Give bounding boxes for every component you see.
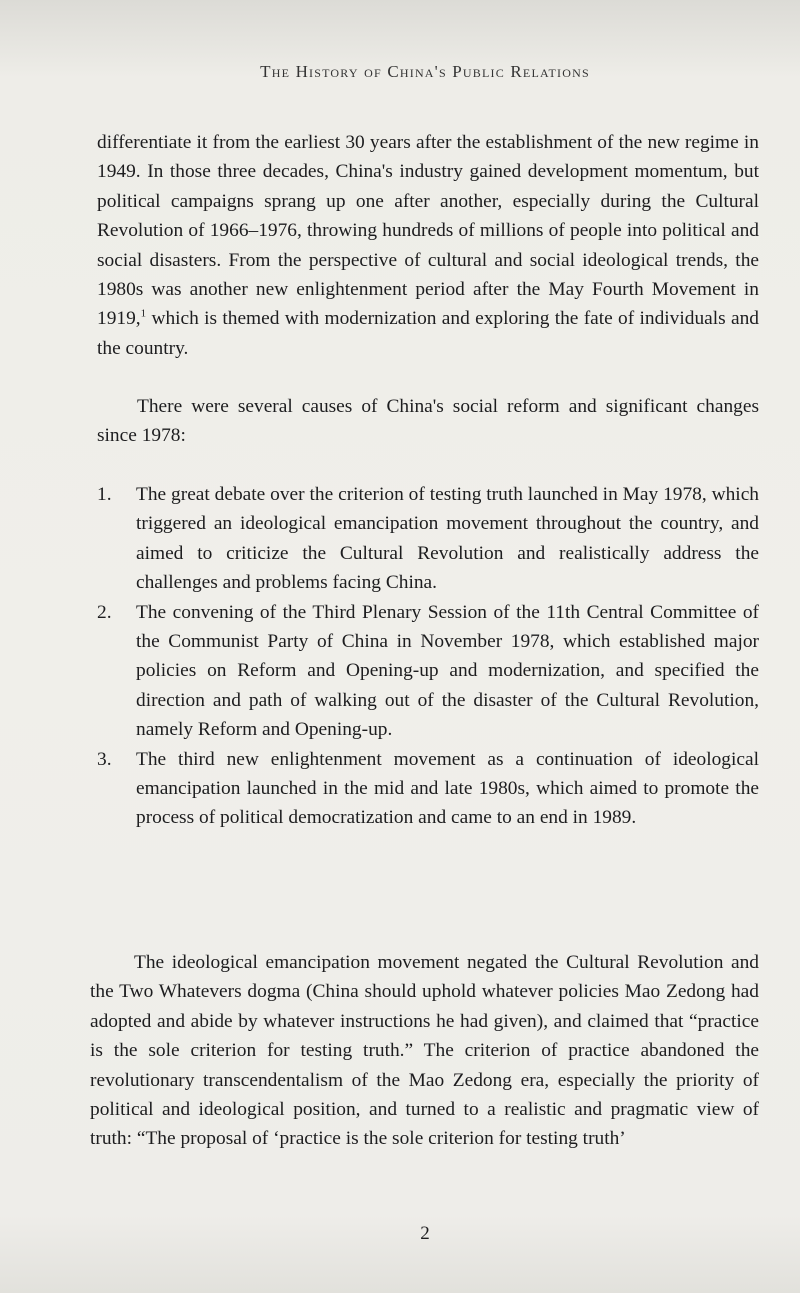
list-item-text: The third new enlightenment movement as a continuation of ideological emancipation launched in the mid and late 1980s, which aimed to promote the process of political democratization and came to an end in 1989. [136, 748, 759, 829]
paragraph-1-text: differentiate it from the earliest 30 years after the establishment of the new regime in 1949. In those three decades, China's industry gained development momentum, but political campaigns sprang up one after another, especially during the Cultural Revolution of 1966–1976, throwing hundreds of millions of people into political and social disasters. From the perspective of cultural and social ideological trends, the 1980s was another new enlightenment period after the May Fourth Movement in 1919, [97, 132, 759, 330]
list-item-text: The convening of the Third Plenary Session of the 11th Central Committee of the Communist Party of China in November 1978, which established major policies on Reform and Opening-up and modernization, and specified the direction and path of walking out of the disaster of the Cultural Revolution, namely Reform and Opening-up. [136, 601, 759, 741]
page-number: 2 [420, 1223, 430, 1244]
numbered-list [97, 480, 759, 833]
list-item-number: 2. [97, 601, 112, 623]
list-item [97, 745, 759, 833]
list-item-number: 1. [97, 484, 112, 505]
paragraph-1-text-continued: which is themed with modernization and exploring the fate of individuals and the country. [97, 308, 759, 359]
running-head: The History of China's Public Relations [260, 62, 590, 81]
paragraph-2: There were several causes of China's social reform and significant changes since 1978: [97, 396, 759, 447]
paragraph-3: The ideological emancipation movement negated the Cultural Revolution and the Two Whatevers dogma (China should uphold whatever policies Mao Zedong had adopted and abide by whatever instructions he had given), and claimed that “practice is the sole criterion for testing truth.” The criterion of practice abandoned the revolutionary transcendentalism of the Mao Zedong era, especially the priority of political and ideological position, and turned to a realistic and pragmatic view of truth: “The proposal of ‘practice is the sole criterion for testing truth’ [90, 952, 759, 1150]
footnote-marker: 1 [140, 307, 147, 320]
paragraph-1 [97, 128, 759, 363]
list-item-text: The great debate over the criterion of testing truth launched in May 1978, which triggered an ideological emancipation movement throughout the country, and aimed to criticize the Cultural Revolution and realistically address the challenges and problems facing China. [136, 484, 759, 594]
list-item [97, 480, 759, 598]
list-item [97, 598, 759, 745]
list-item-number: 3. [97, 748, 112, 770]
